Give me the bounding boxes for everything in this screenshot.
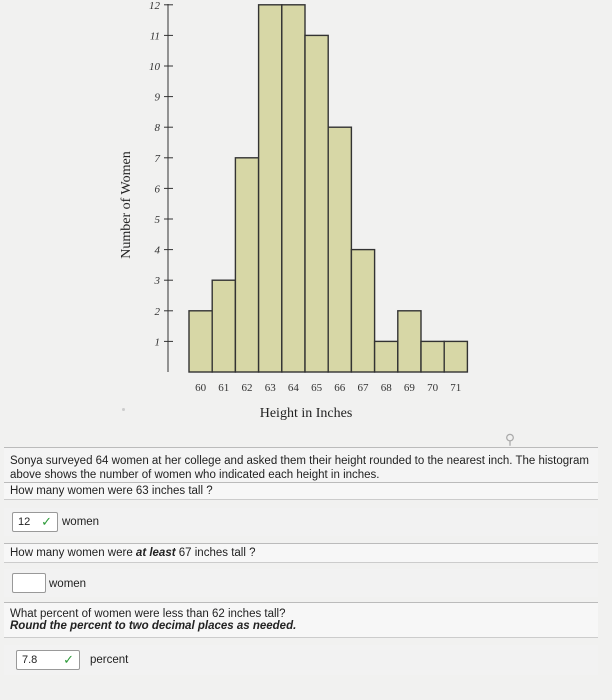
y-tick-label: 6 [154,183,160,196]
answer-row-3 [4,645,598,675]
question-3-line-1: What percent of women were less than 62 inches tall? [10,608,286,620]
x-tick-label: 66 [334,382,346,394]
x-tick-label: 62 [241,382,253,394]
bar-63 [259,5,282,372]
y-axis-title: Number of Women [119,151,134,259]
answer-row-2 [4,569,598,597]
answer-1-unit: women [62,516,100,528]
answer-3-input[interactable] [16,650,80,670]
y-tick-label: 9 [154,91,160,104]
y-tick-label: 10 [149,61,160,73]
x-tick-label: 64 [287,382,299,394]
bar-60 [189,311,212,372]
y-tick-label: 5 [154,214,160,226]
answer-2-input[interactable] [12,573,46,593]
y-tick-label: 12 [149,0,160,12]
search-icon[interactable]: ⚲ [504,431,516,447]
bar-67 [351,250,374,372]
x-tick-label: 61 [218,382,230,394]
y-tick-label: 4 [154,244,160,257]
question-3-line-2: Round the percent to two decimal places as needed. [10,620,297,632]
x-tick-label: 71 [450,382,462,394]
y-tick-label: 7 [154,152,160,165]
x-tick-label: 68 [380,382,392,394]
answer-1-input[interactable] [12,512,58,532]
bar-71 [444,341,467,372]
bar-64 [282,5,305,372]
bar-65 [305,35,328,372]
question-1-text: How many women were 63 inches tall ? [10,485,213,497]
dust-speck [122,408,125,411]
x-tick-label: 63 [264,382,276,394]
intro-text: Sonya surveyed 64 women at her college and asked them their height rounded to the nearest inch. The histogram above shows the number of women who indicated each height in inches. [10,455,589,481]
question-1 [4,482,598,500]
x-axis [195,382,461,394]
y-tick-label: 3 [154,275,160,288]
question-2-prefix: How many women were [10,547,133,559]
x-axis-title: Height in Inches [259,406,353,421]
x-tick-label: 69 [403,382,415,394]
bars-group [189,5,467,372]
x-tick-label: 65 [311,382,323,394]
x-tick-label: 70 [427,382,439,394]
bar-69 [398,311,421,372]
question-2-suffix: 67 inches tall ? [178,547,256,559]
bar-70 [421,341,444,372]
question-2-emphasis: at least [135,547,176,559]
bar-68 [375,341,398,372]
answer-2-unit: women [49,578,87,590]
y-tick-label: 11 [149,30,160,43]
answer-row-1 [4,508,598,536]
answer-3-value: 7.8 [22,654,38,666]
y-axis [149,0,173,372]
bar-66 [328,127,351,372]
bar-61 [212,280,235,372]
x-tick-label: 60 [195,382,207,394]
y-tick-label: 2 [154,305,160,318]
y-tick-label: 8 [154,122,160,135]
answer-1-value: 12 [18,516,31,528]
answer-3-unit: percent [90,654,129,666]
question-2 [4,543,598,563]
y-tick-label: 1 [154,336,160,349]
check-icon: ✓ [63,652,74,667]
bar-62 [235,158,258,372]
question-3 [4,602,598,638]
check-icon: ✓ [41,514,52,529]
x-tick-label: 67 [357,382,369,394]
problem-intro [4,447,598,487]
